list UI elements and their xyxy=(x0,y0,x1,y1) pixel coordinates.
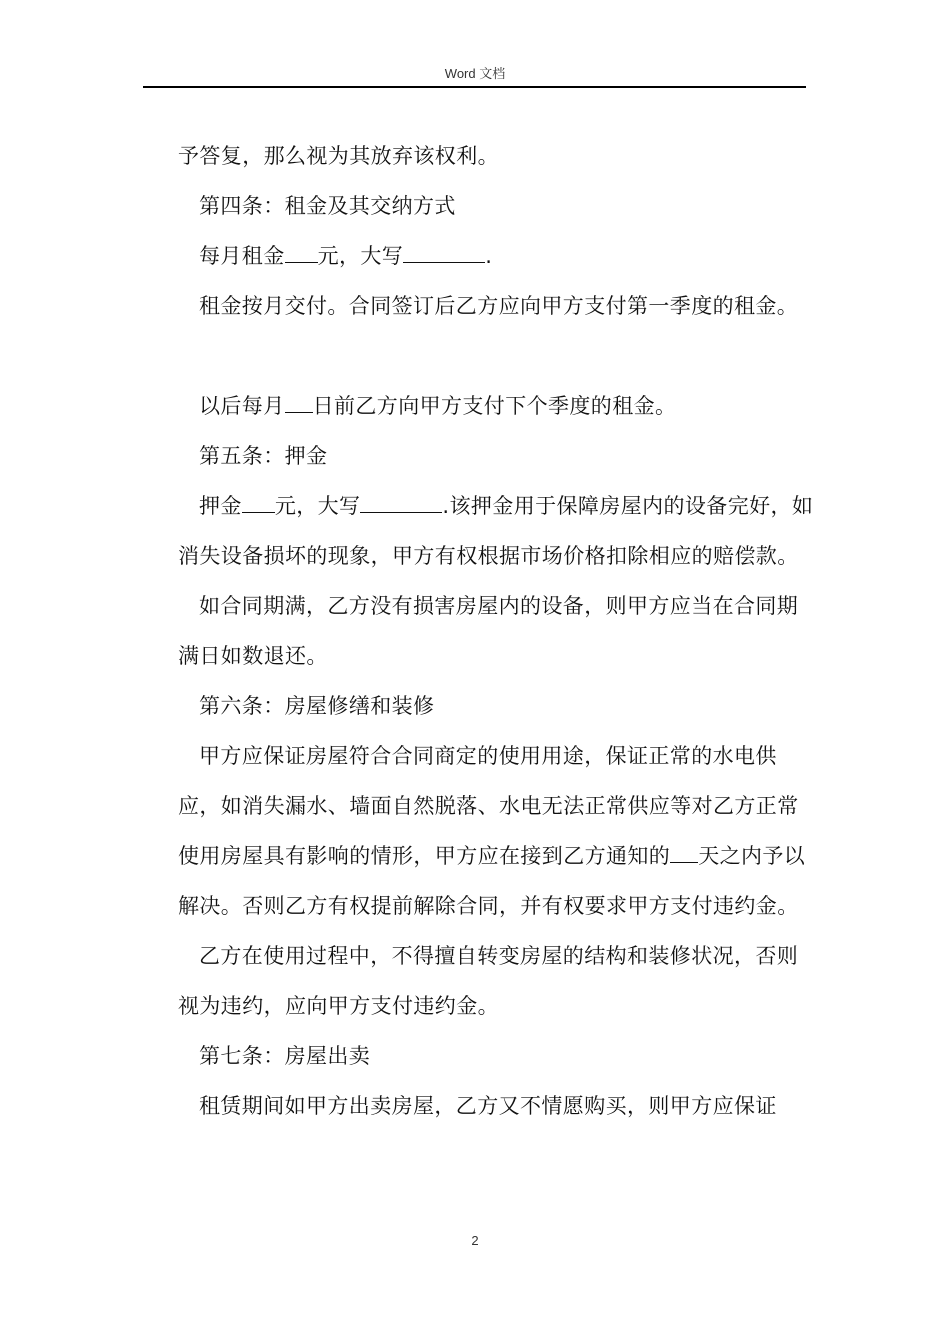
rent-uppercase-blank xyxy=(403,243,485,263)
page-number: 2 xyxy=(471,1233,479,1248)
renovation-paragraph: 乙方在使用过程中，不得擅自转变房屋的结构和装修状况，否则视为违约，应向甲方支付违约金。 xyxy=(178,944,799,1018)
page-header: Word 文档 xyxy=(444,66,506,81)
deposit-amount-blank xyxy=(242,493,275,513)
repair-days-blank xyxy=(670,843,698,863)
repair-rest: 天之内予以解决。否则乙方有权提前解除合同，并有权要求甲方支付违约金。 xyxy=(178,844,806,918)
rent-label: 每月租金 xyxy=(199,244,285,268)
paragraph-continuation: 予答复，那么视为其放弃该权利。 xyxy=(178,144,499,168)
deposit-uppercase-label: 元，大写 xyxy=(274,494,361,518)
header-rule xyxy=(143,86,806,88)
sale-paragraph: 租赁期间如甲方出卖房屋，乙方又不情愿购买，则甲方应保证 xyxy=(199,1094,777,1118)
deposit-label: 押金 xyxy=(199,494,242,518)
quarterly-rest: 日前乙方向甲方支付下个季度的租金。 xyxy=(312,394,677,418)
quarterly-payment-line xyxy=(178,381,818,431)
article-5-heading: 第五条：押金 xyxy=(199,444,328,468)
rent-line-end: . xyxy=(485,244,493,268)
rent-uppercase-label: 元，大写 xyxy=(317,244,404,268)
deposit-refund-paragraph: 如合同期满，乙方没有损害房屋内的设备，则甲方应当在合同期满日如数退还。 xyxy=(178,594,799,668)
quarterly-label: 以后每月 xyxy=(199,394,285,418)
document-body xyxy=(178,131,818,1131)
blank-spacer xyxy=(178,331,818,381)
deposit-uppercase-blank xyxy=(360,493,442,513)
deposit-paragraph xyxy=(178,481,818,581)
rent-payment-paragraph: 租金按月交付。合同签订后乙方应向甲方支付第一季度的租金。 xyxy=(199,294,799,318)
rent-amount-line xyxy=(178,231,818,281)
rent-amount-blank xyxy=(285,243,318,263)
deposit-rest: .该押金用于保障房屋内的设备完好，如消失设备损坏的现象，甲方有权根据市场价格扣除相应的赔偿款。 xyxy=(178,494,814,568)
article-6-heading: 第六条：房屋修缮和装修 xyxy=(199,694,435,718)
payment-day-blank xyxy=(285,393,313,413)
article-7-heading: 第七条：房屋出卖 xyxy=(199,1044,371,1068)
repair-text: 甲方应保证房屋符合合同商定的使用用途，保证正常的水电供应，如消失漏水、墙面自然脱落、水电无法正常供应等对乙方正常使用房屋具有影响的情形，甲方应在接到乙方通知的 xyxy=(178,744,799,868)
repair-paragraph xyxy=(178,731,818,931)
article-4-heading: 第四条：租金及其交纳方式 xyxy=(199,194,456,218)
